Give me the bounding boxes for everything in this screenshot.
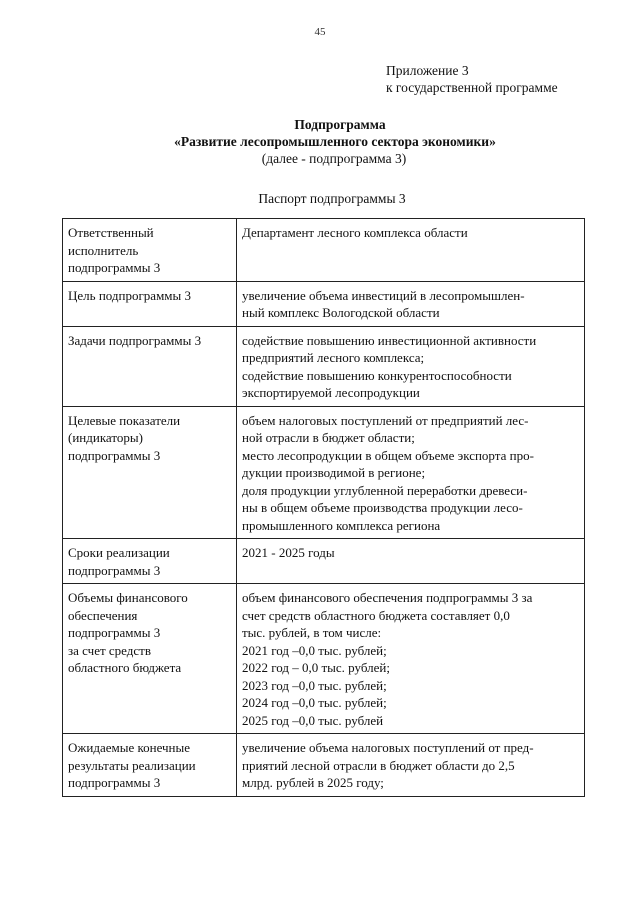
row-value: объем налоговых поступлений от предприятий лес- ной отрасли в бюджет области; место лесопродукции в общем объеме экспорта про- дукции производимой в регионе; доля продукции углубленной переработки древеси- ны в общем объеме производства продукции лесо- промышленного комплекса региона [237, 406, 585, 539]
row-value: объем финансового обеспечения подпрограммы 3 за счет средств областного бюджета составляет 0,0 тыс. рублей, в том числе: 2021 год –0,0 тыс. рублей; 2022 год – 0,0 тыс. рублей; 2023 год –0,0 тыс. рублей; 2024 год –0,0 тыс. рублей; 2025 год –0,0 тыс. рублей [237, 584, 585, 734]
document-title [0, 116, 640, 167]
passport-title: Паспорт подпрограммы 3 [258, 191, 406, 206]
row-value: 2021 - 2025 годы [237, 539, 585, 584]
table-row [63, 734, 585, 797]
table-row [63, 539, 585, 584]
row-label: Целевые показатели (индикаторы) подпрограммы 3 [63, 406, 237, 539]
table-row [63, 584, 585, 734]
row-label: Ожидаемые конечные результаты реализации подпрограммы 3 [63, 734, 237, 797]
title-line-3: (далее - подпрограмма 3) [261, 151, 407, 166]
title-line-2: «Развитие лесопромышленного сектора экономики» [174, 134, 496, 149]
title-line-1: Подпрограмма [294, 117, 386, 132]
row-label: Сроки реализации подпрограммы 3 [63, 539, 237, 584]
row-value: увеличение объема налоговых поступлений от пред- приятий лесной отрасли в бюджет области до 2,5 млрд. рублей в 2025 году; [237, 734, 585, 797]
row-label: Объемы финансового обеспечения подпрограммы 3 за счет средств областного бюджета [63, 584, 237, 734]
row-label: Задачи подпрограммы 3 [63, 326, 237, 406]
table-row [63, 406, 585, 539]
row-label: Ответственный исполнитель подпрограммы 3 [63, 219, 237, 282]
table-row [63, 326, 585, 406]
row-value: увеличение объема инвестиций в лесопромышлен- ный комплекс Вологодской области [237, 281, 585, 326]
appendix-note [386, 62, 558, 96]
page-number: 45 [314, 26, 326, 38]
row-label: Цель подпрограммы 3 [63, 281, 237, 326]
row-value: содействие повышению инвестиционной активности предприятий лесного комплекса; содействие повышению конкурентоспособности экспортируемой лесопродукции [237, 326, 585, 406]
table-row [63, 281, 585, 326]
passport-table [62, 218, 585, 797]
appendix-line-1: Приложение 3 [386, 63, 469, 78]
table-row [63, 219, 585, 282]
row-value: Департамент лесного комплекса области [237, 219, 585, 282]
appendix-line-2: к государственной программе [386, 80, 558, 95]
